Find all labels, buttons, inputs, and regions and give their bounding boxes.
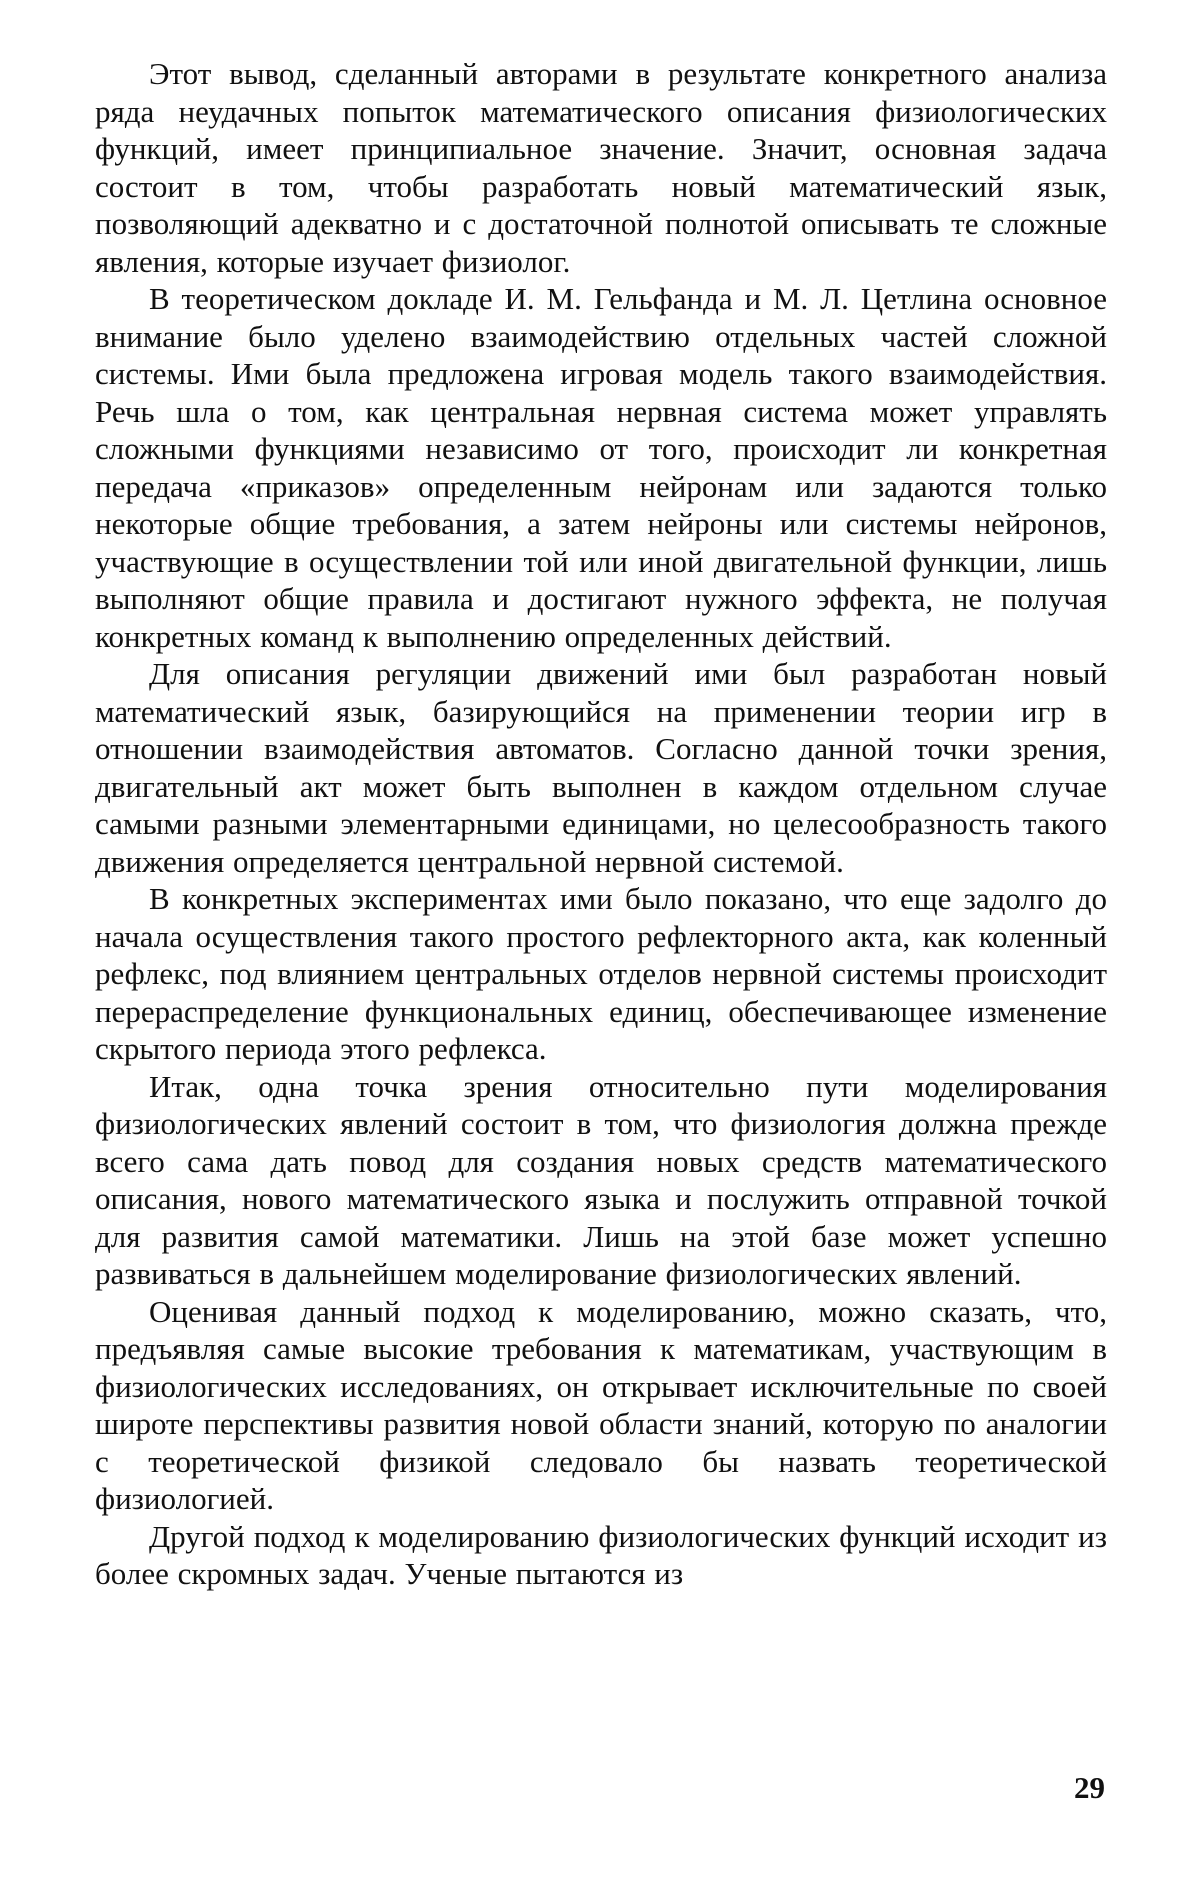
page-number: 29 <box>1074 1770 1105 1805</box>
page-body <box>95 55 1107 1845</box>
paragraph-3: Для описания регуляции движений ими был разработан новый математический язык, базирующийся на применении теории игр в отношении взаимодействия автоматов. Согласно данной точки зрения, двигательный акт может быть выполнен в каждом отдельном случае самыми разными элементарными единицами, но целесообразность такого движения определяется центральной нервной системой. <box>95 656 1107 879</box>
paragraph-4: В конкретных экспериментах ими было показано, что еще задолго до начала осуществления такого простого рефлекторного акта, как коленный рефлекс, под влиянием центральных отделов нервной системы происходит перераспределение функциональных единиц, обеспечивающее изменение скрытого периода этого рефлекса. <box>95 881 1107 1066</box>
paragraph-2: В теоретическом докладе И. М. Гельфанда и М. Л. Цетлина основное внимание было уделено взаимодействию отдельных частей сложной системы. Ими была предложена игровая модель такого взаимодействия. Речь шла о том, как центральная нервная система может управлять сложными функциями независимо от того, происходит ли конкретная передача «приказов» определенным нейронам или задаются только некоторые общие требования, а затем нейроны или системы нейронов, участвующие в осуществлении той или иной двигательной функции, лишь выполняют общие правила и достигают нужного эффекта, не получая конкретных команд к выполнению определенных действий. <box>95 281 1107 654</box>
paragraph-6: Оценивая данный подход к моделированию, можно сказать, что, предъявляя самые высокие требования к математикам, участвующим в физиологических исследованиях, он открывает исключительные по своей широте перспективы развития новой области знаний, которую по аналогии с теоретической физикой следовало бы назвать теоретической физиологией. <box>95 1293 1107 1516</box>
paragraph-5: Итак, одна точка зрения относительно пути моделирования физиологических явлений состоит в том, что физиология должна прежде всего сама дать повод для создания новых средств математического описания, нового математического языка и послужить отправной точкой для развития самой математики. Лишь на этой базе может успешно развиваться в дальнейшем моделирование физиологических явлений. <box>95 1068 1107 1291</box>
paragraph-1: Этот вывод, сделанный авторами в результате конкретного анализа ряда неудачных попыток математического описания физиологических функций, имеет принципиальное значение. Значит, основная задача состоит в том, чтобы разработать новый математический язык, позволяющий адекватно и с достаточной полнотой описывать те сложные явления, которые изучает физиолог. <box>95 56 1107 279</box>
paragraph-7: Другой подход к моделированию физиологических функций исходит из более скромных задач. Ученые пытаются из <box>95 1518 1107 1591</box>
